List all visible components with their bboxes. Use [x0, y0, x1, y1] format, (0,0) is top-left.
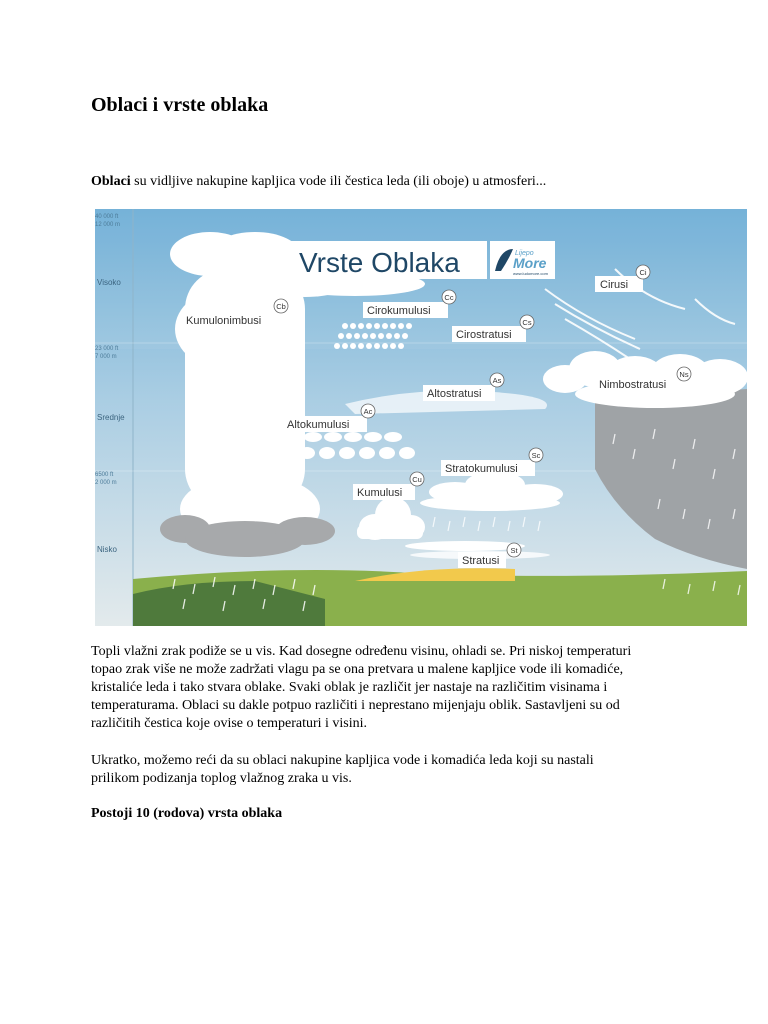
abbr-as: As: [492, 376, 502, 385]
body-paragraph-2: [91, 752, 691, 788]
abbr-ns: Ns: [679, 370, 689, 379]
intro-paragraph: [91, 173, 691, 191]
section-subheading: Postoji 10 (rodova) vrsta oblaka: [91, 806, 283, 821]
alt-mid-ft: 23 000 ft: [95, 346, 119, 352]
label-stratocumulus: Stratokumulusi: [445, 463, 518, 475]
body-line: topao zrak više ne može zadržati vlagu pa se ona pretvara u malene kapljice vode ili komadiće,: [91, 662, 624, 677]
alt-top-ft: 40 000 ft: [95, 214, 119, 220]
svg-text:More: More: [513, 255, 547, 271]
label-cirrostratus: Cirostratusi: [456, 329, 512, 341]
abbr-cs: Cs: [522, 318, 532, 327]
label-altostratus: Altostratusi: [427, 388, 482, 400]
alt-top-m: 12 000 m: [95, 222, 121, 228]
level-middle: Srednje: [97, 413, 125, 422]
label-cumulonimbus: Kumulonimbusi: [186, 315, 262, 327]
body-line: Topli vlažni zrak podiže se u vis. Kad dosegne određenu visinu, ohladi se. Pri niskoj temperaturi: [91, 644, 632, 659]
body-line: kristaliće leda i tako stvara oblake. Svaki oblak je različit jer nastaje na različitim visinama i: [91, 680, 608, 695]
label-cirrocumulus: Cirokumulusi: [367, 305, 431, 317]
label-nimbostratus: Nimbostratusi: [599, 379, 667, 391]
cloud-diagram: [95, 209, 747, 626]
body-line: Ukratko, možemo reći da su oblaci nakupine kapljica vode i komadića leda koji su nastali: [91, 753, 594, 768]
alt-low-m: 2 000 m: [95, 480, 117, 486]
level-high: Visoko: [97, 278, 121, 287]
alt-low-ft: 6500 ft: [95, 472, 114, 478]
abbr-ac: Ac: [363, 407, 373, 416]
abbr-cc: Cc: [444, 293, 454, 302]
label-stratus: Stratusi: [462, 555, 500, 567]
abbr-st: St: [510, 546, 518, 555]
intro-text: su vidljive nakupine kapljica vode ili čestica leda (ili oboje) u atmosferi...: [130, 174, 547, 189]
body-paragraph-1: [91, 643, 691, 733]
body-line: temperaturama. Oblaci su dakle potpuo različiti i neprestano mijenjaju oblik. Sastavljeni su od: [91, 698, 620, 713]
alt-mid-m: 7 000 m: [95, 354, 117, 360]
abbr-ci: Ci: [639, 268, 647, 277]
intro-bold-term: Oblaci: [91, 174, 131, 189]
abbr-cb: Cb: [276, 302, 286, 311]
svg-text:Lijepo: Lijepo: [515, 250, 534, 257]
level-low: Nisko: [97, 545, 118, 554]
page-title: Oblaci i vrste oblaka: [91, 94, 269, 116]
label-altocumulus: Altokumulusi: [287, 419, 350, 431]
body-line: različitih čestica koje ovise o temperaturi i visini.: [91, 716, 368, 731]
cloud-types-figure: [95, 209, 747, 626]
figure-title: Vrste Oblaka: [299, 247, 460, 278]
body-line: prilikom podizanja toplog vlažnog zraka u vis.: [91, 771, 352, 786]
label-cirrus: Cirusi: [600, 279, 629, 291]
svg-text:www.ludomore.com: www.ludomore.com: [513, 271, 548, 276]
abbr-sc: Sc: [531, 451, 541, 460]
label-cumulus: Kumulusi: [357, 487, 403, 499]
abbr-cu: Cu: [412, 475, 422, 484]
